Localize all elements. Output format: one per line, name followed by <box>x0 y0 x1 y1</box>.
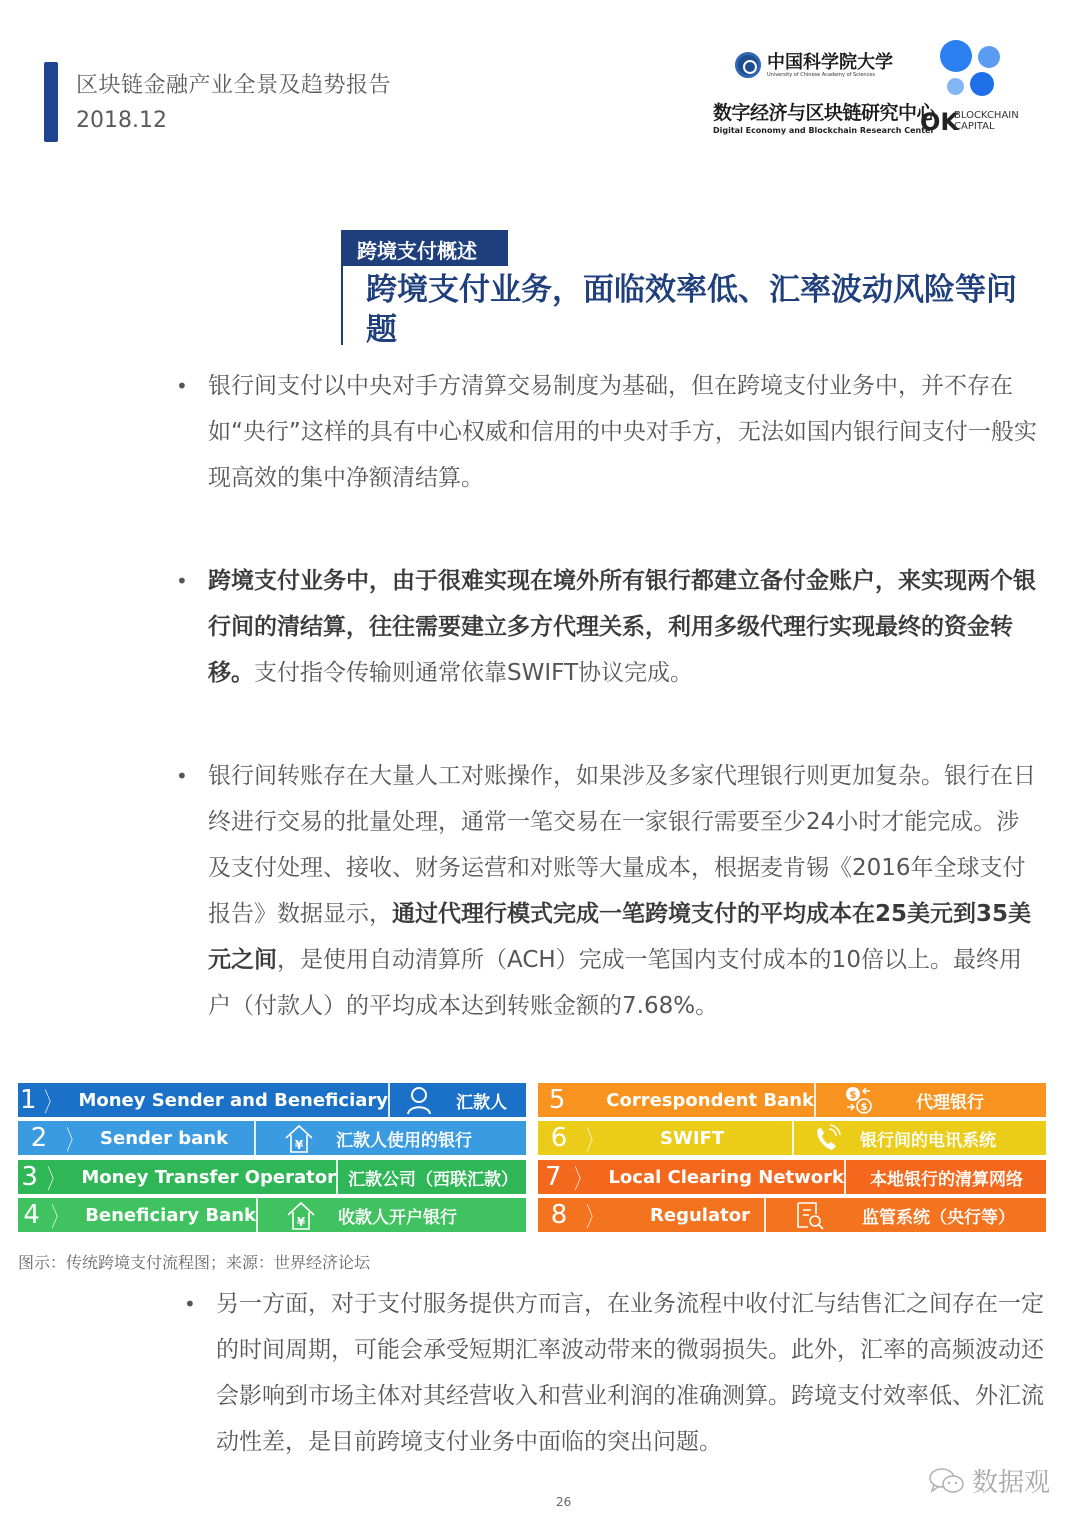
bullet-paragraph-2 <box>176 558 1038 696</box>
step-number: 7 <box>544 1162 562 1192</box>
flow-row-label <box>538 1083 814 1117</box>
bullet-marker: • <box>176 764 188 788</box>
chevron-right-icon: 〉 <box>47 1164 61 1195</box>
step-label-en: Correspondent Bank <box>606 1089 814 1111</box>
step-label-cn: 汇款人使用的银行 <box>336 1130 472 1151</box>
bullet-marker: • <box>184 1292 196 1316</box>
page-number: 26 <box>556 1495 572 1509</box>
ucas-emblem-icon <box>735 52 761 78</box>
chevron-right-icon: 〉 <box>574 1164 588 1195</box>
step-label-en: Sender bank <box>100 1127 229 1149</box>
flow-row-3 <box>18 1160 526 1194</box>
flow-row-label <box>18 1198 256 1232</box>
chevron-right-icon: 〉 <box>51 1202 65 1233</box>
step-number: 2 <box>30 1123 48 1153</box>
figure-caption: 图示：传统跨境支付流程图；来源：世界经济论坛 <box>18 1253 371 1272</box>
section-tag: 跨境支付概述 <box>341 230 508 266</box>
ok-logo-dot-icon <box>978 46 1000 68</box>
flow-row-desc <box>764 1198 1046 1232</box>
report-title: 区块链金融产业全景及趋势报告 <box>76 73 392 98</box>
step-label-en: Regulator <box>650 1204 750 1226</box>
step-label-en: Local Clearing Network <box>608 1166 844 1188</box>
svg-text:¥: ¥ <box>296 1215 306 1229</box>
flow-row-1 <box>18 1083 526 1117</box>
flow-row-desc <box>254 1121 526 1155</box>
wechat-icon <box>928 1466 966 1496</box>
bullet-text: 支付指令传输则通常依靠SWIFT协议完成。 <box>254 660 693 686</box>
flow-row-desc <box>814 1083 1046 1117</box>
currency-exchange-icon <box>844 1085 874 1115</box>
step-label-cn: 监管系统（央行等） <box>862 1207 1015 1228</box>
report-date: 2018.12 <box>76 108 167 133</box>
step-label-cn: 本地银行的清算网络 <box>870 1169 1023 1190</box>
bullet-text-bold: 通过代理行模式完成一笔跨境支付的平均成本在25美元到35美元之间 <box>208 901 1032 973</box>
watermark <box>928 1462 1050 1499</box>
flow-row-desc <box>844 1160 1046 1194</box>
flow-row-4 <box>18 1198 526 1232</box>
flow-row-5 <box>538 1083 1046 1117</box>
bullet-marker: • <box>176 569 188 593</box>
step-number: 5 <box>548 1085 566 1115</box>
section-title: 跨境支付业务，面临效率低、汇率波动风险等问题 <box>366 272 1017 348</box>
chevron-right-icon: 〉 <box>66 1125 80 1156</box>
ok-logo-mark: OK <box>920 108 959 136</box>
bullet-marker: • <box>176 374 188 398</box>
step-label-en: SWIFT <box>660 1127 725 1149</box>
flow-row-desc <box>336 1160 526 1194</box>
step-label-cn: 代理银行 <box>916 1092 984 1113</box>
flow-row-desc <box>388 1083 526 1117</box>
flow-row-desc <box>256 1198 526 1232</box>
research-center-name-en: Digital Economy and Blockchain Research Center <box>713 126 935 135</box>
watermark-text: 数据观 <box>972 1468 1051 1498</box>
bullet-text: 银行间支付以中央对手方清算交易制度为基础，但在跨境支付业务中，并不存在如“央行”这样的具有中心权威和信用的中央对手方，无法如国内银行间支付一般实现高效的集中净额清结算。 <box>208 373 1037 491</box>
step-number: 1 <box>19 1085 37 1115</box>
step-number: 3 <box>21 1162 38 1192</box>
flow-row-2 <box>18 1121 526 1155</box>
bullet-text-bold: 跨境支付业务中，由于很难实现在境外所有银行都建立备付金账户，来实现两个银行间的清结算，往往需要建立多方代理关系，利用多级代理行实现最终的资金转移。 <box>208 568 1036 686</box>
flow-row-label <box>18 1121 254 1155</box>
svg-text:¥: ¥ <box>294 1138 304 1152</box>
ok-logo-dot-icon <box>940 40 972 72</box>
bullet-paragraph-3 <box>176 753 1038 1029</box>
flow-row-label <box>18 1160 336 1194</box>
chevron-right-icon: 〉 <box>586 1202 600 1233</box>
bullet-text: 银行间转账存在大量人工对账操作，如果涉及多家代理银行则更加复杂。银行在日终进行交易的批量处理，通常一笔交易在一家银行需要至少24小时才能完成。涉及支付处理、接收、财务运营和对账等大量成本，根据麦肯锡《2016年全球支付报告》数据显示， <box>208 763 1036 927</box>
chevron-right-icon: 〉 <box>44 1087 58 1118</box>
flow-row-label <box>538 1160 844 1194</box>
bullet-text: ，是使用自动清算所（ACH）完成一笔国内支付成本的10倍以上。最终用户（付款人）的平均成本达到转账金额的7.68%。 <box>208 947 1022 1019</box>
step-label-cn: 汇款公司（西联汇款） <box>348 1169 518 1190</box>
phone-call-icon <box>812 1123 842 1153</box>
flow-row-6 <box>538 1121 1046 1155</box>
bank-yuan-icon <box>286 1200 316 1230</box>
flow-row-label <box>18 1083 388 1117</box>
flow-row-label <box>538 1198 764 1232</box>
ucas-name-en: University of Chinese Academy of Sciences <box>767 72 875 78</box>
person-icon <box>404 1085 434 1115</box>
flow-row-8 <box>538 1198 1046 1232</box>
ok-logo-subtitle-line1: BLOCKCHAIN <box>954 110 1019 121</box>
bank-yuan-icon <box>284 1123 314 1153</box>
flow-row-desc <box>792 1121 1046 1155</box>
step-number: 8 <box>550 1200 568 1230</box>
ucas-logo <box>735 48 893 88</box>
step-number: 6 <box>550 1123 568 1153</box>
ok-logo-subtitle-line2: CAPITAL <box>954 121 995 132</box>
step-label-cn: 汇款人 <box>456 1092 507 1113</box>
research-center-name-cn: 数字经济与区块链研究中心 <box>713 102 936 124</box>
chevron-right-icon: 〉 <box>586 1125 600 1156</box>
svg-text:$: $ <box>860 1102 868 1113</box>
ok-logo-dot-icon <box>947 78 964 95</box>
flow-row-label <box>538 1121 792 1155</box>
document-search-icon <box>794 1200 824 1230</box>
bullet-paragraph-4 <box>184 1281 1046 1465</box>
step-label-en: Money Transfer Operator <box>81 1166 336 1188</box>
svg-text:$: $ <box>849 1090 857 1101</box>
bullet-paragraph-1 <box>176 363 1038 501</box>
flow-row-7 <box>538 1160 1046 1194</box>
ok-logo-subtitle <box>954 110 1019 132</box>
step-label-cn: 银行间的电讯系统 <box>860 1130 996 1151</box>
bullet-text: 另一方面，对于支付服务提供方而言，在业务流程中收付汇与结售汇之间存在一定的时间周期，可能会承受短期汇率波动带来的微弱损失。此外，汇率的高频波动还会影响到市场主体对其经营收入和营业利润的准确测算。跨境支付效率低、外汇流动性差，是目前跨境支付业务中面临的突出问题。 <box>216 1291 1044 1455</box>
ucas-name-cn: 中国科学院大学 <box>767 52 893 73</box>
header-accent-bar <box>44 62 58 142</box>
step-label-en: Money Sender and Beneficiary <box>78 1089 388 1111</box>
ok-logo-dot-icon <box>970 72 994 96</box>
step-number: 4 <box>23 1200 40 1230</box>
step-label-en: Beneficiary Bank <box>85 1204 256 1226</box>
step-label-cn: 收款人开户银行 <box>338 1207 457 1228</box>
